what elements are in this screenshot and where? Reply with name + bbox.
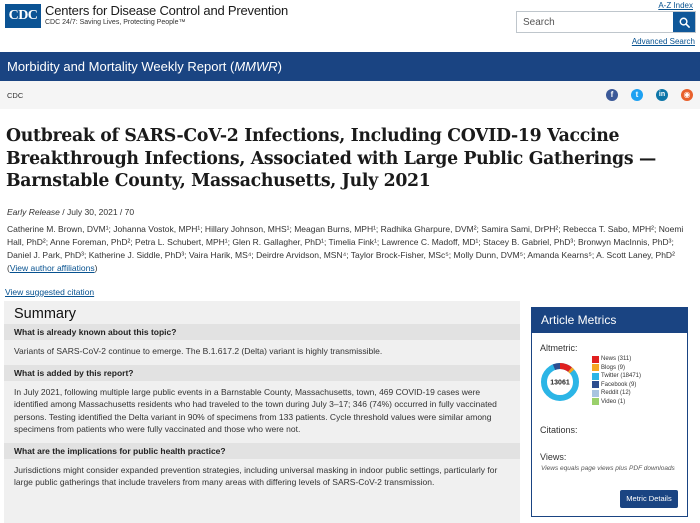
metric-details-button[interactable]: Metric Details (620, 490, 678, 508)
breadcrumb-bar (0, 81, 700, 109)
altmetric-breakdown (592, 355, 641, 406)
breadcrumb[interactable]: CDC (7, 91, 24, 100)
mmwr-title-prefix: Morbidity and Mortality Weekly Report ( (7, 59, 235, 74)
altmetric-item-reddit[interactable]: Reddit (12) (592, 389, 641, 398)
altmetric-label: Altmetric: (540, 343, 578, 353)
altmetric-score: 13061 (550, 379, 570, 387)
mmwr-title-suffix: ) (277, 59, 283, 74)
search-placeholder: Search (523, 16, 555, 28)
author-list (7, 223, 693, 275)
video-swatch (592, 398, 599, 405)
release-type: Early Release (7, 207, 60, 217)
facebook-icon[interactable]: f (606, 89, 618, 101)
summary-question-known: What is already known about this topic? (4, 324, 520, 340)
summary-answer-added: In July 2021, following multiple large public events in a Barnstable County, Massachusetts, town, 469 COVID-19 cases were identified among Massachusetts residents who had traveled to the town during July 3–17; 346 (74%) occurred in fully vaccinated persons. Testing identified the Delta variant in 90% of specimens from 133 patients. Cycle threshold values were similar among specimens from patients who were fully vaccinated and those who were not. (14, 386, 497, 434)
citations-label: Citations: (540, 425, 578, 435)
summary-box (4, 301, 520, 523)
syndicate-icon[interactable]: ◉ (681, 89, 693, 101)
twitter-swatch (592, 373, 599, 380)
summary-question-added: What is added by this report? (4, 365, 520, 381)
release-info (7, 207, 134, 217)
news-swatch (592, 356, 599, 363)
twitter-icon[interactable]: t (631, 89, 643, 101)
cdc-logo[interactable]: CDC (5, 4, 41, 28)
summary-answer-known: Variants of SARS-CoV-2 continue to emerge. The B.1.617.2 (Delta) variant is highly transmissible. (14, 346, 383, 356)
search-icon (679, 17, 690, 28)
altmetric-item-twitter[interactable]: Twitter (18471) (592, 372, 641, 381)
facebook-swatch (592, 381, 599, 388)
org-name[interactable]: Centers for Disease Control and Prevention (45, 3, 289, 18)
page-title: Outbreak of SARS-CoV-2 Infections, Including COVID-19 Vaccine Breakthrough Infections, Associated with Large Public Gatherings — Barnstable County, Massachusetts, July 2021 (6, 126, 656, 191)
summary-answer-implications: Jurisdictions might consider expanded prevention strategies, including universal masking in indoor public settings, particularly for large public gatherings that include travelers from many areas with differing levels of SARS-CoV-2 transmission. (14, 464, 498, 487)
advanced-search-link[interactable]: Advanced Search (631, 37, 695, 46)
mmwr-title-abbr: MMWR (234, 59, 278, 74)
mmwr-title-bar[interactable] (0, 52, 700, 81)
altmetric-item-news[interactable]: News (311) (592, 355, 641, 364)
site-header (0, 0, 700, 52)
authors-close: ) (94, 263, 98, 273)
linkedin-icon[interactable]: in (656, 89, 668, 101)
reddit-swatch (592, 390, 599, 397)
search-button[interactable] (673, 12, 695, 32)
blogs-swatch (592, 364, 599, 371)
altmetric-item-video[interactable]: Video (1) (592, 398, 641, 407)
az-index-link[interactable]: A-Z Index (658, 1, 693, 10)
views-note: Views equals page views plus PDF downloads (541, 465, 675, 472)
altmetric-item-blogs[interactable]: Blogs (9) (592, 364, 641, 373)
views-label: Views: (540, 452, 567, 462)
authors-text: Catherine M. Brown, DVM¹; Johanna Vostok, MPH¹; Hillary Johnson, MHS¹; Meagan Burns, MPH¹; Radhika Gharpure, DVM²; Samira Sami, DrPH²; Rebecca T. Sabo, MPH²; Noemi Hall, PhD²; Anne Foreman, PhD²; Petra L. Schubert, MPH¹; Glen R. Gallagher, PhD¹; Timelia Fink¹; Lawrence C. Madoff, MD¹; Stacey B. Gabriel, PhD³; Bronwyn MacInnis, PhD³; Daniel J. Park, PhD³; Katherine J. Siddle, PhD³; Vaira Harik, MS⁴; Deirdre Arvidson, MSN⁴; Taylor Brock-Fisher, MSc⁵; Molly Dunn, DVM⁵; Amanda Kearns⁵; A. Scott Laney, PhD² ( (7, 224, 684, 273)
article-metrics-panel (531, 307, 688, 517)
summary-question-implications: What are the implications for public health practice? (4, 443, 520, 459)
release-meta: / July 30, 2021 / 70 (59, 207, 135, 217)
suggested-citation-link[interactable]: View suggested citation (5, 287, 95, 297)
summary-heading: Summary (14, 306, 77, 322)
author-affiliations-link[interactable]: View author affiliations (9, 263, 95, 273)
search-input[interactable] (516, 11, 696, 33)
altmetric-donut[interactable] (540, 362, 580, 402)
org-tagline: CDC 24/7: Saving Lives, Protecting People™ (45, 19, 186, 26)
altmetric-item-facebook[interactable]: Facebook (9) (592, 381, 641, 390)
metrics-heading: Article Metrics (532, 308, 687, 333)
